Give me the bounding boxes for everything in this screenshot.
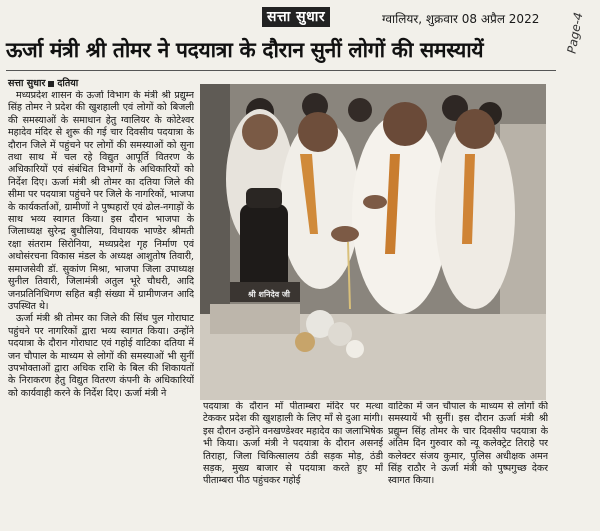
article-paragraph: पदयात्रा के दौरान माँ पीताम्बरा मंदिर पर मत्था टेककर प्रदेश की खुशहाली के लिए माँ से दुआ मांगी। इस दौरान उन्होंने वनखण्डेश्वर महादेव का जलाभिषेक भी किया। ऊर्जा मंत्री ने पदयात्रा के दौरान असनई तिराहा, जिला चिकित्सालय ठंडी सड़क मोड़, ठंडी सड़क, मुख्य बाजार से पदयात्रा करते हुए माँ पीताम्बरा पीठ पहुंचकर गहोई [203,401,383,487]
photo-illustration [200,84,546,400]
masthead [262,7,540,29]
article-column-3 [388,401,548,523]
headline-rule [6,70,556,71]
newspaper-logo: सत्ता सुधार [262,7,330,27]
byline-place: दतिया [57,78,79,89]
news-photo [200,84,546,400]
article-column-1 [8,90,194,522]
byline [8,76,78,89]
article-paragraph: वाटिका में जन चौपाल के माध्यम से लोगों की समस्यायें भी सुनीं। इस दौरान ऊर्जा मंत्री श्री प्रद्युम्न सिंह तोमर के चार दिवसीय पदयात्रा के अंतिम दिन गुरुवार को न्यू कलेक्ट्रेट तिराहे पर कलेक्टर संजय कुमार, पुलिस अधीक्षक अमन सिंह राठौर ने ऊर्जा मंत्री को पुष्पगुच्छ देकर स्वागत किया। [388,401,548,487]
article-paragraph: ऊर्जा मंत्री श्री तोमर का जिले की सिंध पुल गोराघाट पहुंचने पर नागरिकों द्वारा भव्य स्वागत किया। उन्होंने पदयात्रा के दौरान गोराघाट एवं गहोई वाटिका दतिया में जन चौपाल के माध्यम से लोगों की समस्याओं भी सुनीं उपभोक्ताओं द्वारा अधिक राशि के बिल की शिकायतों के निराकरण हेतु विद्युत वितरण कंपनी के अधिकारियों को कार्यवाही करने के निर्देश दिए। ऊर्जा मंत्री ने [8,313,194,399]
idol-plaque-text: श्री शनिदेव जी [248,290,290,299]
byline-separator [48,81,54,87]
article-paragraph: मध्यप्रदेश शासन के ऊर्जा विभाग के मंत्री श्री प्रद्युम्न सिंह तोमर ने प्रदेश की खुशहाली एवं लोगों को बिजली की समस्याओं के समाधान हेतु ग्वालियर के कोटेश्वर महादेव मंदिर से शुरू की गई चार दिवसीय पदयात्रा के दौरान जिले में पहुंचने पर लोगों की समस्याओं को सुना तथा साथ में चल रहे विद्युत आपूर्ति वितरण के अधिकारियों एवं संबंधित विभागों के अधिकारियों को निर्देश दिए। ऊर्जा मंत्री श्री तोमर का दतिया जिले की सीमा पर पदयात्रा पहुंचने पर जिले के नागरिकों, भाजपा के कार्यकर्ताओं, ग्रामीणों ने पुष्पहारों एवं ढोल-नगाड़ों के साथ भव्य स्वागत किया। इस दौरान भाजपा के जिलाध्यक्ष सुरेन्द्र बुधौलिया, विधायक भाण्डेर श्रीमती रक्षा संतराम सिरोनिया, मध्यप्रदेश गृह निर्माण एवं अधोसंरचना विकास मंडल के अध्यक्ष आशुतोष तिवारी, समाजसेवी डॉ. सुकांण मिश्रा, भाजपा जिला उपाध्यक्ष सुनील तिवारी, जिलामंत्री अतुल भूरे चौधरी, आदि जनप्रतिनिधिगण सहित बड़ी संख्या में ग्रामीणजन आदि उपस्थित थे। [8,90,194,312]
byline-source: सत्ता सुधार [8,78,46,89]
article-column-2 [203,401,383,523]
headline: ऊर्जा मंत्री श्री तोमर ने पदयात्रा के दौरान सुनीं लोगों की समस्यायें [6,37,484,62]
handwritten-page-note: Page-4 [564,11,586,55]
dateline: ग्वालियर, शुक्रवार 08 अप्रैल 2022 [382,12,540,26]
